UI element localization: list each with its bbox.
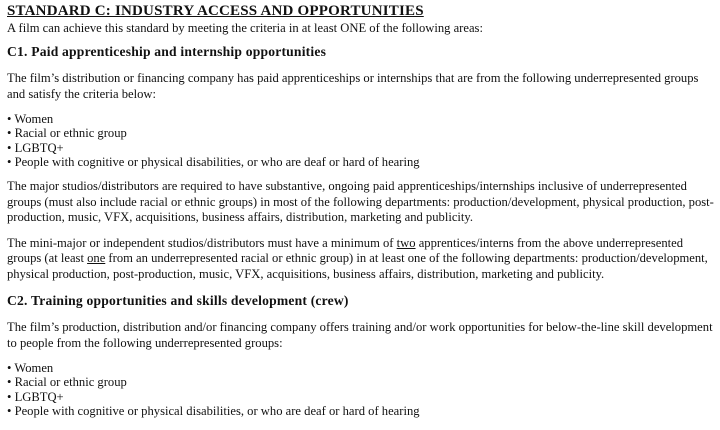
list-item: • Women — [7, 361, 717, 375]
c1-underlined-one: one — [87, 251, 106, 266]
list-item: • Racial or ethnic group — [7, 375, 717, 389]
c2-group-list — [7, 361, 717, 418]
c1-heading: C1. Paid apprenticeship and internship opportunities — [7, 44, 327, 59]
c1-paragraph-2: The major studios/distributors are required to have substantive, ongoing paid apprenticeships/internships inclusive of underrepresented groups (must also include racial or ethnic groups) in most of the following departments: production/development, physical production, post-production, music, VFX, acquisitions, business affairs, distribution, marketing and publicity. — [7, 179, 714, 225]
standard-intro: A film can achieve this standard by meeting the criteria in at least ONE of the following areas: — [7, 21, 483, 35]
c1-paragraph-3 — [7, 236, 717, 283]
c1-paragraph-3-text-c: from an underrepresented racial or ethnic group) in at least one of the following departments: production/development, physical production, post-production, music, VFX, acquisitions, business affairs, distribution, marketing and publicity. — [7, 251, 708, 281]
list-item: • Women — [7, 112, 717, 126]
c1-underlined-two: two — [396, 235, 416, 250]
c1-paragraph-1: The film’s distribution or financing company has paid apprenticeships or internships that are from the following underrepresented groups and satisfy the criteria below: — [7, 71, 699, 101]
c1-group-list — [7, 112, 717, 169]
document-page — [7, 3, 717, 428]
list-item: • People with cognitive or physical disabilities, or who are deaf or hard of hearing — [7, 155, 717, 169]
standard-title: STANDARD C: INDUSTRY ACCESS AND OPPORTUNITIES — [7, 3, 424, 19]
list-item: • LGBTQ+ — [7, 390, 717, 404]
c2-heading: C2. Training opportunities and skills development (crew) — [7, 293, 349, 309]
list-item: • People with cognitive or physical disabilities, or who are deaf or hard of hearing — [7, 404, 717, 418]
c1-paragraph-3-text-b: apprentices/interns from the above underrepresented groups (at least — [7, 235, 684, 266]
list-item: • LGBTQ+ — [7, 141, 717, 155]
list-item: • Racial or ethnic group — [7, 126, 717, 140]
c1-paragraph-3-text-a: The mini-major or independent studios/distributors must have a minimum of — [7, 235, 397, 250]
c2-paragraph-1: The film’s production, distribution and/or financing company offers training and/or work opportunities for below-the-line skill development to people from the following underrepresented groups: — [7, 320, 713, 350]
